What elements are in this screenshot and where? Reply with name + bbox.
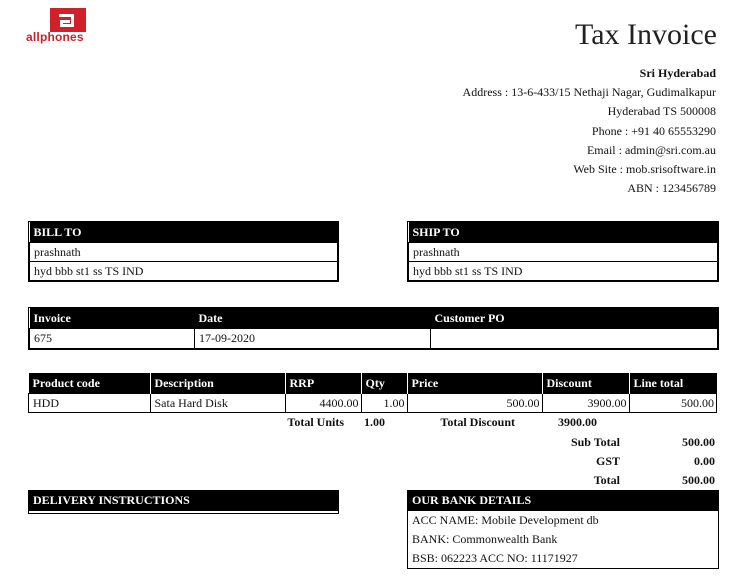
- bill-to-name: prashnath: [30, 243, 338, 262]
- delivery-instructions-box: [28, 490, 339, 514]
- bank-name: BANK: Commonwealth Bank: [412, 532, 558, 546]
- logo-text: allphones: [26, 30, 84, 44]
- col-rrp: RRP: [285, 373, 361, 394]
- products-table: [28, 373, 717, 413]
- table-row: [29, 394, 717, 413]
- company-abn: ABN : 123456789: [627, 181, 716, 196]
- col-qty: Qty: [361, 373, 407, 394]
- col-discount: Discount: [542, 373, 629, 394]
- cell-qty: 1.00: [361, 394, 407, 413]
- bank-acc-name: ACC NAME: Mobile Development db: [412, 513, 599, 527]
- ship-to-box: [407, 221, 719, 282]
- company-name: Sri Hyderabad: [639, 66, 716, 80]
- total-units-label: Total Units: [287, 415, 344, 429]
- total-label: Total: [593, 473, 620, 487]
- cell-discount: 3900.00: [542, 394, 629, 413]
- page-title: Tax Invoice: [574, 18, 717, 51]
- bill-to-header: BILL TO: [30, 222, 338, 243]
- customer-po: [431, 329, 718, 349]
- total-value: 500.00: [682, 473, 715, 487]
- col-description: Description: [150, 373, 285, 394]
- bill-to-box: [28, 221, 339, 282]
- cell-product-code: HDD: [29, 394, 151, 413]
- gst-value: 0.00: [694, 454, 715, 468]
- cell-price: 500.00: [407, 394, 542, 413]
- bank-bsb: BSB: 062223 ACC NO: 11171927: [412, 551, 578, 565]
- company-email: Email : admin@sri.com.au: [586, 142, 716, 157]
- company-phone: Phone : +91 40 65553290: [591, 123, 716, 138]
- total-discount-value: 3900.00: [558, 415, 597, 429]
- totals-row: [28, 414, 717, 431]
- cell-line-total: 500.00: [629, 394, 717, 413]
- ship-to-name: prashnath: [409, 243, 718, 262]
- ship-to-header: SHIP TO: [409, 222, 718, 243]
- col-product-code: Product code: [29, 373, 151, 394]
- invoice-info-table: [28, 307, 719, 350]
- bank-details-box: [407, 490, 719, 569]
- col-line-total: Line total: [629, 373, 717, 394]
- subtotal-label: Sub Total: [570, 435, 620, 449]
- company-details: [463, 64, 716, 198]
- invoice-header: Invoice: [30, 308, 195, 329]
- logo-mark-icon: [50, 8, 86, 32]
- date-header: Date: [195, 308, 431, 329]
- cell-rrp: 4400.00: [285, 394, 361, 413]
- bank-details-header: OUR BANK DETAILS: [408, 491, 718, 511]
- bill-to-address: hyd bbb st1 ss TS IND: [30, 262, 338, 281]
- customer-po-header: Customer PO: [431, 308, 718, 329]
- company-city: Hyderabad TS 500008: [607, 104, 716, 119]
- col-price: Price: [407, 373, 542, 394]
- summary-block: [28, 433, 717, 490]
- ship-to-address: hyd bbb st1 ss TS IND: [409, 262, 718, 281]
- cell-description: Sata Hard Disk: [150, 394, 285, 413]
- company-website: Web Site : mob.srisoftware.in: [573, 162, 716, 177]
- company-logo: [26, 8, 116, 46]
- delivery-instructions-header: DELIVERY INSTRUCTIONS: [29, 491, 338, 511]
- company-address: Address : 13-6-433/15 Nethaji Nagar, Gudimalkapur: [462, 85, 716, 100]
- subtotal-value: 500.00: [682, 435, 715, 449]
- total-discount-label: Total Discount: [440, 415, 515, 429]
- invoice-date: 17-09-2020: [195, 329, 431, 349]
- total-units-value: 1.00: [364, 415, 385, 429]
- gst-label: GST: [595, 454, 620, 468]
- invoice-number: 675: [30, 329, 195, 349]
